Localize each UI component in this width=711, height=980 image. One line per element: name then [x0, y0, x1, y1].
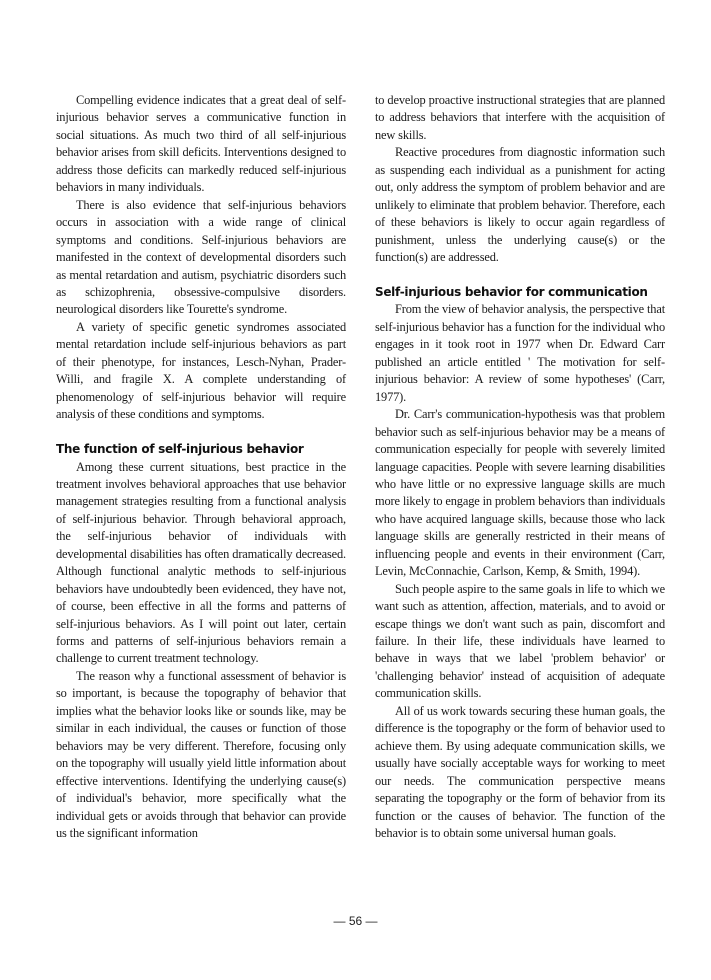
right-column	[375, 92, 665, 842]
section-heading-function: The function of self-injurious behavior	[56, 442, 304, 457]
paragraph-continuation: to develop proactive instructional strategies that are planned to address behaviors that interfere with the acquisition of new skills.	[375, 93, 665, 142]
paragraph-functional-assessment: The reason why a functional assessment of behavior is so important, is because the topography of behavior that implies what the behavior looks like or sounds like, may be similar in each individual, the causes or function of those behaviors may be very different. Therefore, focusing only on the topography will usually yield little information about effective interventions. Identifying the underlying cause(s) of individual's behavior, more specifically what the individual gets or avoids through that behavior can provide us the significant information	[56, 668, 346, 841]
paragraph-topography-vs-function: All of us work towards securing these human goals, the difference is the topography or the form of behavior used to achieve them. By using adequate communication skills, we usually have socially acceptable ways for working to meet our needs. The communication perspective means separating the topography or the form of behavior from its function or the causes of behavior. The function of the behavior is to obtain some universal human goals.	[375, 703, 665, 841]
paragraph-best-practice: Among these current situations, best practice in the treatment involves behavioral approaches that use behavior management strategies resulting from a functional analysis of self-injurious behavior. Through behavioral approach, the self-injurious behavior of individuals with developmental disabilities has often dramatically decreased. Although functional analytic methods to self-injurious behaviors have undoubtedly been evidenced, they have not, of course, been effective in all the forms and patterns of self-injurious behaviors. As I will point out later, certain forms and patterns of self-injurious behaviors remain a challenge to current treatment technology.	[56, 459, 346, 666]
paragraph-genetic-syndromes: A variety of specific genetic syndromes associated mental retardation include self-injurious behaviors as part of their phenotype, for instances, Lesch-Nyhan, Prader-Willi, and fragile X. A complete understanding of phenomenology of self-injurious behavior will require analysis of these conditions and symptoms.	[56, 319, 346, 422]
left-column	[56, 92, 346, 842]
paragraph-sib-communicative-function: Compelling evidence indicates that a great deal of self-injurious behavior serves a communicative function in social situations. As much two third of all self-injurious behavior arises from skill deficits. Interventions designed to address those deficits can markedly reduced self-injurious behaviors in many individuals.	[56, 93, 346, 195]
section-heading-communication: Self-injurious behavior for communication	[375, 284, 648, 299]
paragraph-clinical-symptoms: There is also evidence that self-injurious behaviors occurs in association with a wide range of clinical symptoms and conditions. Self-injurious behaviors are manifested in the context of developmental disorders such as mental retardation and autism, psychiatric disorders such as schizophrenia, obsessive-compulsive disorders. neurological disorders like Tourette's syndrome.	[56, 197, 346, 317]
paragraph-reactive-procedures: Reactive procedures from diagnostic information such as suspending each individual as a punishment for acting out, only address the symptom of problem behavior and are unlikely to eliminate that problem behavior. Therefore, each of these behaviors is likely to occur again regardless of punishment, unless the underlying cause(s) or the function(s) are addressed.	[375, 145, 665, 265]
paragraph-communication-hypothesis: Dr. Carr's communication-hypothesis was that problem behavior such as self-injurious behavior may be a means of communication especially for people with severely limited language capacities. People with severe learning disabilities who have little or no expressive language skills are much more likely to engage in problem behaviors than individuals who have acquired language skills, because those who lack language skills are generally restricted in their means of influencing people and events in their environment (Carr, Levin, McConnachie, Carlson, Kemp, & Smith, 1994).	[375, 407, 665, 579]
paragraph-human-goals: Such people aspire to the same goals in life to which we want such as attention, affection, materials, and to avoid or escape things we don't want such as pain, discomfort and failure. In their life, these individuals have learned to behave in ways that we label 'problem behavior' or 'challenging behavior' instead of acquisition of adequate communication skills.	[375, 581, 665, 701]
page-number: — 56 —	[333, 914, 378, 928]
paragraph-behavior-analysis-view: From the view of behavior analysis, the perspective that self-injurious behavior has a function for the individual who engages in it took root in 1977 when Dr. Edward Carr published an article entitled ' The motivation for self-injurious behavior: A review of some hypotheses' (Carr, 1977).	[375, 302, 665, 404]
